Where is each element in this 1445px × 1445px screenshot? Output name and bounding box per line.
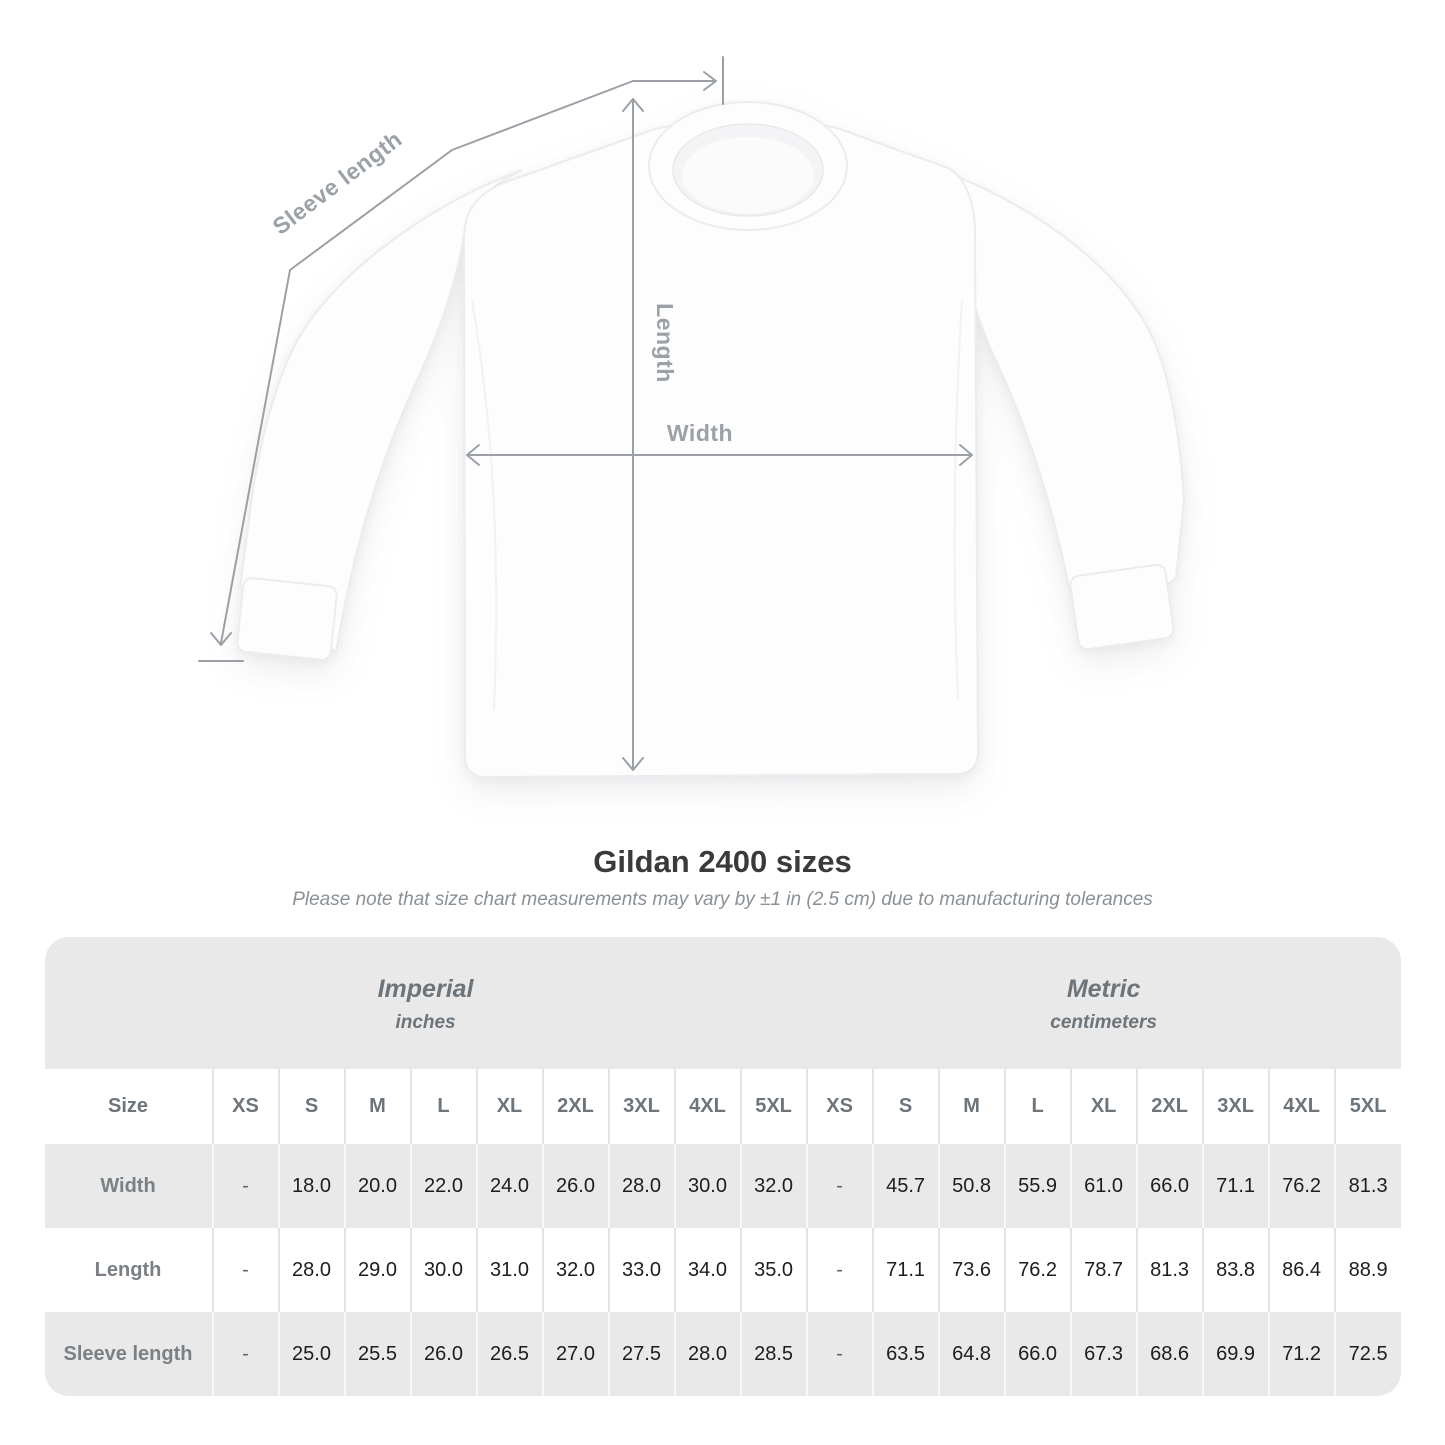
collar-inner-shadow — [682, 137, 814, 213]
metric-title: Metric — [1066, 974, 1141, 1003]
measurement-value: 34.0 — [675, 1228, 741, 1312]
measurement-value: 67.3 — [1071, 1312, 1137, 1396]
measurement-value: 71.2 — [1269, 1312, 1335, 1396]
measurement-value: 76.2 — [1269, 1144, 1335, 1228]
row-label: Length — [45, 1228, 213, 1312]
measurement-value: 45.7 — [873, 1144, 939, 1228]
measurement-value: 24.0 — [477, 1144, 543, 1228]
measurement-value: 32.0 — [543, 1228, 609, 1312]
size-col-header-imperial-l: L — [411, 1069, 477, 1144]
measurement-value: 22.0 — [411, 1144, 477, 1228]
measurement-value: 33.0 — [609, 1228, 675, 1312]
measurement-value: 30.0 — [411, 1228, 477, 1312]
page-title: Gildan 2400 sizes — [593, 844, 852, 879]
measurement-value: 27.0 — [543, 1312, 609, 1396]
measurement-value: 64.8 — [939, 1312, 1005, 1396]
size-col-header-imperial-s: S — [279, 1069, 345, 1144]
measurement-value: 29.0 — [345, 1228, 411, 1312]
measurement-value: 71.1 — [1203, 1144, 1269, 1228]
size-col-header-imperial-4xl: 4XL — [675, 1069, 741, 1144]
measurement-value: 28.0 — [609, 1144, 675, 1228]
measurement-row-sleeve-length — [45, 1312, 1401, 1396]
measurement-value: 27.5 — [609, 1312, 675, 1396]
imperial-header — [45, 937, 807, 1069]
length-label: Length — [652, 303, 678, 383]
measurement-value: 20.0 — [345, 1144, 411, 1228]
measurement-value: 61.0 — [1071, 1144, 1137, 1228]
size-col-header-metric-xs: XS — [807, 1069, 873, 1144]
measurement-value: 81.3 — [1335, 1144, 1401, 1228]
measurement-value: - — [213, 1228, 279, 1312]
measurement-value: - — [213, 1312, 279, 1396]
measurement-value: 28.0 — [279, 1228, 345, 1312]
measurement-value: 63.5 — [873, 1312, 939, 1396]
size-col-header-imperial-2xl: 2XL — [543, 1069, 609, 1144]
sleeve-length-label: Sleeve length — [267, 125, 407, 240]
measurement-value: - — [807, 1228, 873, 1312]
left-cuff — [236, 577, 337, 660]
measurement-value: 66.0 — [1005, 1312, 1071, 1396]
size-col-header-imperial-xs: XS — [213, 1069, 279, 1144]
measurement-value: 78.7 — [1071, 1228, 1137, 1312]
measurement-value: 31.0 — [477, 1228, 543, 1312]
measurement-value: 25.0 — [279, 1312, 345, 1396]
measurement-row-length — [45, 1228, 1401, 1312]
measurement-value: - — [807, 1312, 873, 1396]
measurement-value: 28.5 — [741, 1312, 807, 1396]
size-col-header-imperial-xl: XL — [477, 1069, 543, 1144]
tolerance-note: Please note that size chart measurements may vary by ±1 in (2.5 cm) due to manufacturing tolerances — [292, 889, 1153, 910]
measurement-value: 83.8 — [1203, 1228, 1269, 1312]
size-col-header-metric-3xl: 3XL — [1203, 1069, 1269, 1144]
size-column-label: Size — [45, 1069, 213, 1144]
measurement-value: 28.0 — [675, 1312, 741, 1396]
size-col-header-imperial-m: M — [345, 1069, 411, 1144]
measurement-value: 26.0 — [543, 1144, 609, 1228]
measurement-value: 32.0 — [741, 1144, 807, 1228]
measurement-value: 26.0 — [411, 1312, 477, 1396]
size-col-header-metric-s: S — [873, 1069, 939, 1144]
measurement-value: 35.0 — [741, 1228, 807, 1312]
measurement-value: 81.3 — [1137, 1228, 1203, 1312]
size-col-header-imperial-5xl: 5XL — [741, 1069, 807, 1144]
measurement-value: - — [213, 1144, 279, 1228]
measurement-value: 71.1 — [873, 1228, 939, 1312]
measurement-value: 86.4 — [1269, 1228, 1335, 1312]
size-col-header-metric-4xl: 4XL — [1269, 1069, 1335, 1144]
right-cuff — [1069, 564, 1174, 651]
measurement-value: 88.9 — [1335, 1228, 1401, 1312]
measurement-value: 26.5 — [477, 1312, 543, 1396]
measurement-value: 50.8 — [939, 1144, 1005, 1228]
size-col-header-metric-xl: XL — [1071, 1069, 1137, 1144]
size-col-header-metric-m: M — [939, 1069, 1005, 1144]
chart-heading — [0, 844, 1445, 911]
imperial-unit: inches — [395, 1011, 456, 1033]
measurement-value: 30.0 — [675, 1144, 741, 1228]
metric-header — [807, 937, 1401, 1069]
unit-header-row — [45, 937, 1401, 1069]
measurement-value: - — [807, 1144, 873, 1228]
measurement-value: 76.2 — [1005, 1228, 1071, 1312]
measurement-value: 25.5 — [345, 1312, 411, 1396]
size-col-header-metric-2xl: 2XL — [1137, 1069, 1203, 1144]
measurement-row-width — [45, 1144, 1401, 1228]
row-label: Sleeve length — [45, 1312, 213, 1396]
measurement-value: 72.5 — [1335, 1312, 1401, 1396]
measurement-value: 66.0 — [1137, 1144, 1203, 1228]
row-label: Width — [45, 1144, 213, 1228]
size-table — [45, 937, 1401, 1396]
size-col-header-imperial-3xl: 3XL — [609, 1069, 675, 1144]
size-col-header-metric-5xl: 5XL — [1335, 1069, 1401, 1144]
measurement-value: 73.6 — [939, 1228, 1005, 1312]
imperial-title: Imperial — [377, 974, 474, 1003]
size-header-row — [45, 1069, 1401, 1144]
measurement-value: 68.6 — [1137, 1312, 1203, 1396]
measurement-value: 55.9 — [1005, 1144, 1071, 1228]
measurement-value: 69.9 — [1203, 1312, 1269, 1396]
width-label: Width — [666, 420, 734, 446]
metric-unit: centimeters — [1050, 1011, 1157, 1033]
measurement-value: 18.0 — [279, 1144, 345, 1228]
size-col-header-metric-l: L — [1005, 1069, 1071, 1144]
